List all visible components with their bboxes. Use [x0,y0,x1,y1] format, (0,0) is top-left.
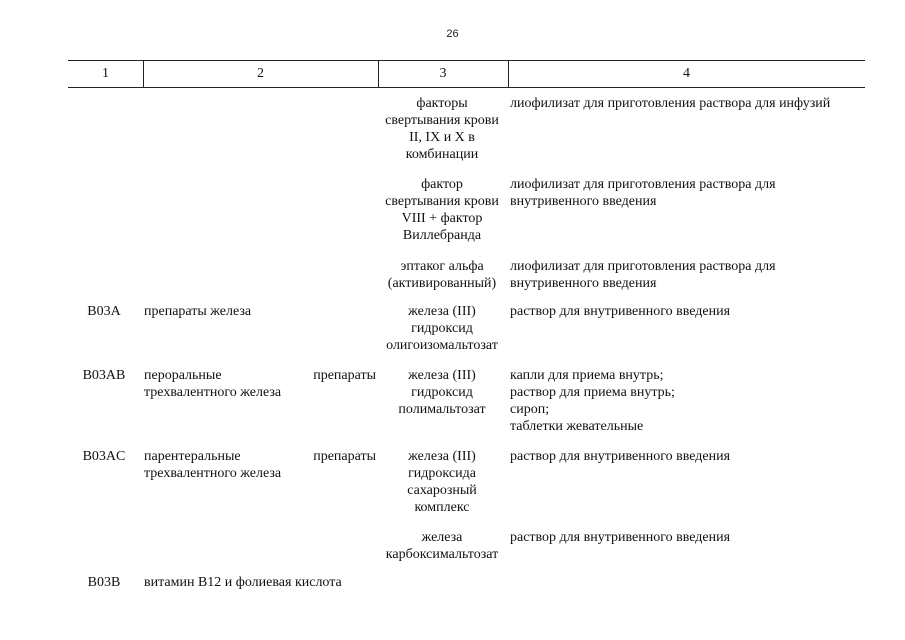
table-row-group: витамин B12 и фолиевая кислота [144,575,342,590]
table-row-code: B03A [87,304,121,319]
table-row-substance: железа карбоксимальтозат [385,530,499,562]
column-header-1: 1 [102,66,109,81]
column-header-2: 2 [257,66,264,81]
table-row-forms: капли для приема внутрь; раствор для приема внутрь; сироп; таблетки жевательные [510,368,675,434]
table-row-forms: лиофилизат для приготовления раствора для инфузий [510,96,831,111]
table-row-forms: раствор для внутривенного введения [510,449,731,464]
table-row-group: пероральные препараты трехвалентного железа [144,368,376,400]
table-row-substance: факторы свертывания крови II, IX и X в комбинации [385,96,499,162]
table-row-substance: железа (III) гидроксид полимальтозат [398,368,486,417]
table-row-code: B03AC [82,449,126,464]
table-row-forms: лиофилизат для приготовления раствора для внутривенного введения [510,177,776,209]
table-row-forms: раствор для внутривенного введения [510,530,731,545]
table-row-substance: железа (III) гидроксида сахарозный комплекс [407,449,477,515]
column-header-4: 4 [683,66,690,81]
table-header-top-border [68,60,865,61]
table-row-group: парентеральные препараты трехвалентного железа [144,449,376,481]
page-number: 26 [446,28,459,40]
table-row-code: B03AB [82,368,126,383]
table-row-substance: эптаког альфа (активированный) [387,259,497,291]
table-row-forms: лиофилизат для приготовления раствора для внутривенного введения [510,259,776,291]
table-header-bottom-border [68,87,865,88]
table-row-code: B03B [87,575,121,590]
table-row-substance: фактор свертывания крови VIII + фактор Виллебранда [385,177,499,243]
table-row-substance: железа (III) гидроксид олигоизомальтозат [386,304,498,353]
table-row-group: препараты железа [144,304,252,319]
table-row-forms: раствор для внутривенного введения [510,304,731,319]
column-header-3: 3 [439,66,447,81]
